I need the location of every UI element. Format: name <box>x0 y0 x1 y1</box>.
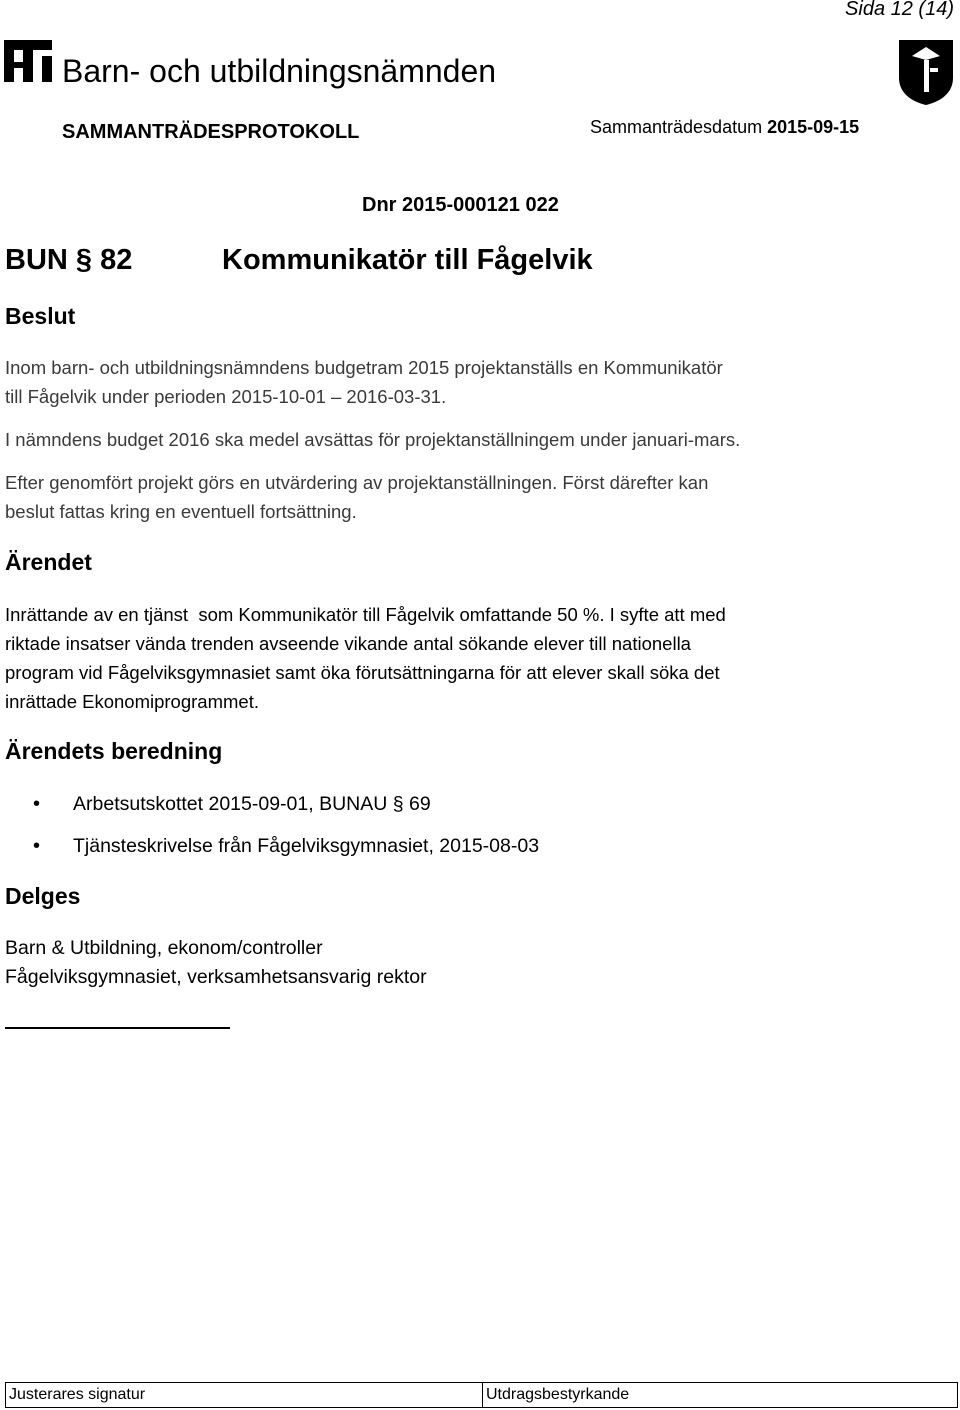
list-item: • Tjänsteskrivelse från Fågelviksgymnasiet, 2015-08-03 <box>30 832 539 874</box>
beredning-list <box>30 790 539 874</box>
arendet-paragraph <box>5 600 905 716</box>
beslut-line-1: Inom barn- och utbildningsnämndens budgetram 2015 projektanställs en Kommunikatör <box>5 357 723 378</box>
delges-heading: Delges <box>5 883 81 909</box>
meeting-date <box>590 117 859 138</box>
beslut-line-5: beslut fattas kring en eventuell fortsättning. <box>5 501 357 522</box>
justerares-signatur-cell: Justerares signatur <box>5 1383 483 1407</box>
page-number: Sida 12 (14) <box>845 0 954 20</box>
arendet-line-1: Inrättande av en tjänst som Kommunikatör till Fågelvik omfattande 50 %. I syfte att med <box>5 604 726 625</box>
protocol-title: SAMMANTRÄDESPROTOKOLL <box>62 121 360 143</box>
signature-line <box>5 1027 230 1029</box>
list-item: • Arbetsutskottet 2015-09-01, BUNAU § 69 <box>30 790 539 832</box>
municipality-logo-icon <box>4 40 52 82</box>
case-number: Dnr 2015-000121 022 <box>362 194 559 216</box>
utdragsbestyrkande-cell: Utdragsbestyrkande <box>483 1383 958 1407</box>
beslut-evaluation-paragraph <box>5 468 905 526</box>
arendet-heading: Ärendet <box>5 549 92 575</box>
organization-name: Barn- och utbildningsnämnden <box>62 53 497 89</box>
arendet-line-3: program vid Fågelviksgymnasiet samt öka förutsättningarna för att elever skall söka det <box>5 662 720 683</box>
coat-of-arms-icon <box>897 38 955 106</box>
case-title: Kommunikatör till Fågelvik <box>222 244 593 276</box>
beslut-budget-line: I nämndens budget 2016 ska medel avsättas för projektanställningem under januari-mars. <box>5 429 741 450</box>
beslut-line-4: Efter genomfört projekt görs en utvärdering av projektanställningen. Först därefter kan <box>5 472 709 493</box>
meeting-date-label: Sammanträdesdatum <box>590 117 763 137</box>
beredning-heading: Ärendets beredning <box>5 738 223 764</box>
footer-table <box>5 1382 958 1408</box>
arendet-line-4: inrättade Ekonomiprogrammet. <box>5 691 259 712</box>
beslut-line-2: till Fågelvik under perioden 2015-10-01 – 2016-03-31. <box>5 386 447 407</box>
paragraph-number: BUN § 82 <box>5 244 133 276</box>
beslut-heading: Beslut <box>5 303 76 329</box>
meeting-date-value: 2015-09-15 <box>767 117 860 137</box>
beslut-paragraph <box>5 353 905 411</box>
arendet-line-2: riktade insatser vända trenden avseende vikande antal sökande elever till nationella <box>5 633 691 654</box>
delges-recipients <box>5 934 905 992</box>
delges-line-2: Fågelviksgymnasiet, verksamhetsansvarig rektor <box>5 966 427 988</box>
delges-line-1: Barn & Utbildning, ekonom/controller <box>5 937 323 959</box>
